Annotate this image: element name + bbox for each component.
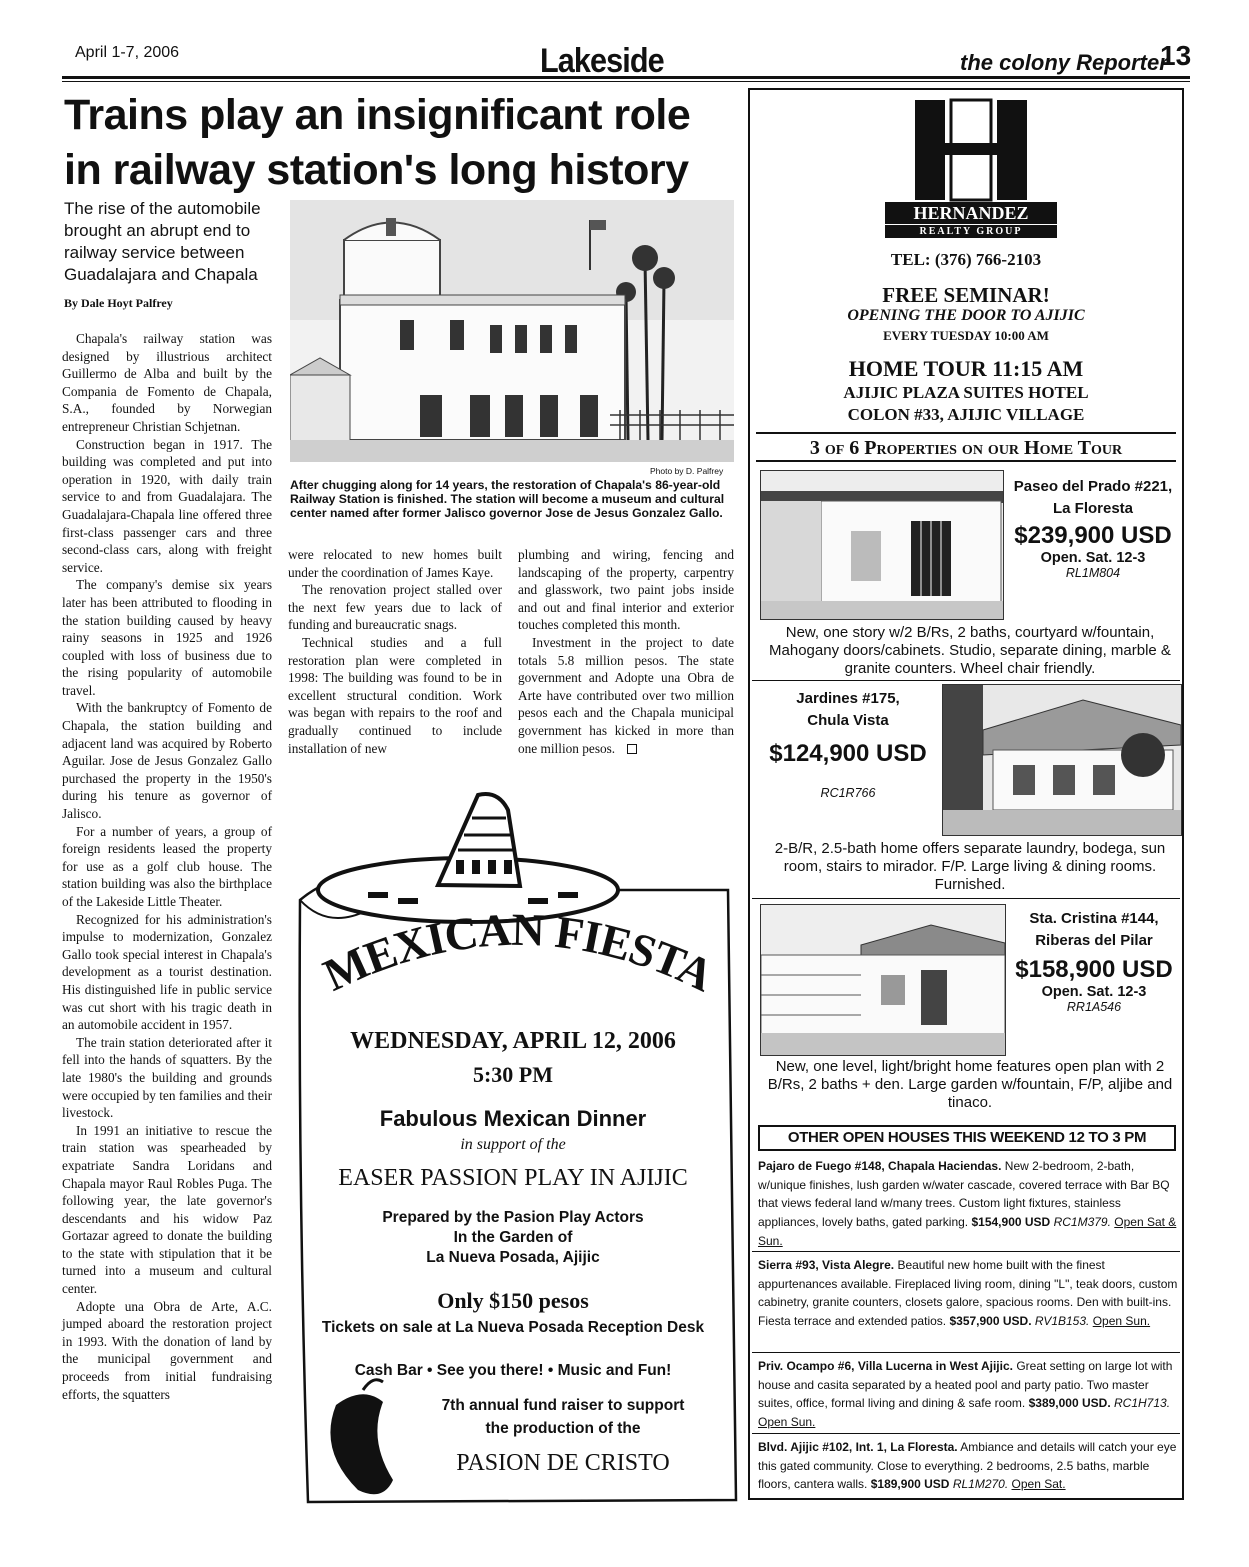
fiesta-title: MEXICAN FIESTA <box>315 903 721 1001</box>
article-column-2 <box>288 546 502 757</box>
listing-price: $389,000 USD. <box>1028 1396 1111 1411</box>
listing <box>758 1256 1178 1331</box>
realty-tel: TEL: (376) 766-2103 <box>890 250 1042 269</box>
listing-open: Open Sun. <box>1092 1314 1151 1329</box>
listing-price: $189,900 USD <box>870 1477 950 1492</box>
tour-address: COLON #33, AJIJIC VILLAGE <box>847 405 1085 424</box>
property-area: Riberas del Pilar <box>1035 932 1153 949</box>
station-illustration <box>290 200 734 462</box>
paragraph: In 1991 an initiative to rescue the train station was spearheaded by expatriate Sandra Loridans and Chapala mayor Raul Robles Puga. The following year, the late governor's descendants and his widow Paz Gortazar agreed to donate the building to the state with stipulation that it be turned into a museum and cultural center. <box>62 1122 272 1297</box>
property-price: $239,900 USD <box>1014 522 1172 549</box>
paragraph-last <box>518 634 734 757</box>
property-open: Open. Sat. 12-3 <box>1041 984 1147 1000</box>
property-code: RR1A546 <box>1066 1000 1122 1014</box>
article-column-1 <box>62 330 272 1403</box>
fiesta-prepared-by <box>288 1208 738 1268</box>
seminar-schedule: EVERY TUESDAY 10:00 AM <box>883 328 1049 343</box>
house-illustration <box>761 471 1003 619</box>
fiesta-tickets: Tickets on sale at La Nueva Posada Reception Desk <box>321 1319 705 1336</box>
masthead-rule-thin <box>62 81 1190 82</box>
photo-credit: Photo by D. Palfrey <box>650 466 724 476</box>
property-description: New, one story w/2 B/Rs, 2 baths, courtyard w/fountain, Mahogany doors/cabinets. Studio, separate dining, marble & granite counters. Wheel chair friendly. <box>769 624 1171 677</box>
paragraph: For a number of years, a group of foreign residents leased the property for use as a golf club house. The station building was also the birthplace of the Lakeside Little Theater. <box>62 823 272 909</box>
byline: By Dale Hoyt Palfrey <box>64 296 173 310</box>
property-photo <box>760 904 1006 1056</box>
prepared-line: La Nueva Posada, Ajijic <box>426 1249 600 1266</box>
property-area: La Floresta <box>1052 500 1134 517</box>
fiesta-title-arc <box>298 890 738 1030</box>
paragraph: Recognized for his administration's impulse to modernization, Gonzalez Gallo took special interest in Chapala's development as a tourist destination. His distinguished life in public service was cut short with his tragic death in an automobile accident in 1957. <box>62 911 272 1033</box>
fund-line: the production of the <box>485 1420 641 1437</box>
listing-title: Priv. Ocampo #6, Villa Lucerna in West Ajijic. <box>758 1359 1013 1373</box>
house-illustration <box>943 685 1181 835</box>
properties-header: 3 of 6 Properties on our Home Tour <box>756 432 1176 462</box>
property-code: RL1M804 <box>1065 566 1121 580</box>
property-name: Jardines #175, <box>796 690 900 707</box>
listing-body: Great setting on large lot with house and casita separated by a heated pool and party patio. Two master suites, office, formal living and dining & safe room. <box>758 1359 1173 1411</box>
headline-line-1: Trains play an insignificant role <box>64 91 691 139</box>
fiesta-support: in support of the <box>460 1136 566 1153</box>
prepared-line: Prepared by the Pasion Play Actors <box>382 1209 644 1226</box>
other-open-houses-header: OTHER OPEN HOUSES THIS WEEKEND 12 TO 3 PM <box>758 1125 1176 1151</box>
fiesta-time: 5:30 PM <box>472 1062 554 1087</box>
property-photo <box>760 470 1004 620</box>
listing-open: Open Sat. <box>1011 1477 1066 1492</box>
paragraph: The train station deteriorated after it fell into the hands of squatters. By the late 1980's the building and grounds were occupied by ten families and their livestock. <box>62 1034 272 1121</box>
paragraph: The renovation project stalled over the next few years due to lack of funding and bureaucratic snags. <box>288 582 502 633</box>
logo-sub: REALTY GROUP <box>919 226 1023 237</box>
listing-code: RC1H713. <box>1114 1396 1171 1411</box>
paragraph: Technical studies and a full restoration plan were completed in 1998: The building was found to be in excellent structural condition. Work was began with repairs to the roof and gradually continued to include installation of new <box>288 634 502 756</box>
issue-date: April 1-7, 2006 <box>75 44 180 61</box>
property-description: New, one level, light/bright home features open plan with 2 B/Rs, 2 baths + den. Large garden w/fountain, F/P, aljibe and tinaco. <box>767 1058 1173 1111</box>
listing-price: $154,900 USD <box>971 1215 1051 1230</box>
divider <box>752 680 1180 681</box>
mexican-fiesta-ad <box>288 790 738 1510</box>
home-tour: HOME TOUR 11:15 AM <box>848 356 1084 381</box>
seminar-title: OPENING THE DOOR TO AJIJIC <box>847 307 1085 324</box>
listing <box>758 1438 1178 1494</box>
divider <box>752 1352 1180 1353</box>
listing-open: Open Sun. <box>758 1415 816 1430</box>
fiesta-price: Only $150 pesos <box>437 1288 589 1313</box>
fiesta-pasion-de-cristo: PASION DE CRISTO <box>456 1450 670 1476</box>
paragraph: With the bankruptcy of Fomento de Chapala, the station building and adjacent land was acquired by Roberto Aguilar. Jose de Jesus Gonzalez Gallo purchased the property in the 1950's during his tenure as governor of Jalisco. <box>62 700 272 822</box>
fiesta-cash-bar: Cash Bar • See you there! • Music and Fun! <box>354 1362 672 1379</box>
property-open: Open. Sat. 12-3 <box>1040 550 1146 566</box>
property-description: 2-B/R, 2.5-bath home offers separate laundry, bodega, sun room, stairs to mirador. F/P. Large living & dining rooms. Furnished. <box>774 840 1166 893</box>
house-illustration <box>761 905 1005 1055</box>
listing-open: Open Sat & Sun. <box>758 1215 1177 1248</box>
property-info <box>1006 908 1182 1014</box>
property-name: Sta. Cristina #144, <box>1029 910 1159 927</box>
property-photo <box>942 684 1182 836</box>
page-number: 13 <box>1160 40 1192 71</box>
fiesta-passion-play: EASER PASSION PLAY IN AJIJIC <box>338 1165 688 1191</box>
article-headline <box>64 88 744 198</box>
listing-body: New 2-bedroom, 2-bath, w/unique finishes, lush garden w/water cascade, covered terrace with Bar BQ that views federal land w/many trees. Custom light fixtures, stainless appliances, lovely baths, gated parking. <box>758 1159 1170 1230</box>
svg-text:MEXICAN FIESTA <box>316 904 721 1001</box>
free-seminar: FREE SEMINAR! <box>882 283 1050 307</box>
property-price: $158,900 USD <box>1015 956 1173 983</box>
property-area: Chula Vista <box>807 712 889 729</box>
section-title: Lakeside <box>540 42 664 80</box>
article-deck: The rise of the automobile brought an abrupt end to railway service between Guadalajara and Chapala <box>64 199 261 284</box>
paragraph: plumbing and wiring, fencing and landscaping of the property, carpentry and glasswork, two paint jobs inside and out and final interior and exterior touches completed this month. <box>518 547 734 633</box>
photo-caption: After chugging along for 14 years, the restoration of Chapala's 86-year-old Railway Station is finished. The station will become a museum and cultural center named after former Jalisco governor Jose de Jesus Gonzalez Gallo. <box>290 478 725 520</box>
fiesta-date: WEDNESDAY, APRIL 12, 2006 <box>350 1028 676 1054</box>
listing-code: RL1M270. <box>952 1477 1009 1492</box>
paragraph: Chapala's railway station was designed by illustrious architect Guillermo de Alba and built by the Compania de Fomento de Chapala, S.A., founded by Norwegian entrepreneur Christian Schjetnan. <box>62 331 272 434</box>
end-mark-icon <box>627 744 637 754</box>
listing <box>758 1157 1178 1251</box>
listing-code: RV1B153. <box>1034 1314 1090 1329</box>
property-info <box>1004 476 1182 580</box>
listing-title: Blvd. Ajijic #102, Int. 1, La Floresta. <box>758 1440 958 1454</box>
property-price: $124,900 USD <box>769 740 927 767</box>
fund-line: 7th annual fund raiser to support <box>441 1397 685 1414</box>
paragraph: The company's demise six years later has been attributed to flooding in the station building caused by heavy rainy seasons in 1925 and 1926 coupled with loss of business due to the rising popularity of automobile travel. <box>62 577 272 698</box>
listing-title: Sierra #93, Vista Alegre. <box>758 1258 895 1272</box>
listing-body: Ambiance and details will catch your eye this gated community. Close to everything. 2 bedrooms, 2.5 baths, marble floors, cantera walls. <box>758 1440 1177 1492</box>
prepared-line: In the Garden of <box>453 1229 573 1246</box>
paragraph-text: Investment in the project to date totals 5.8 million pesos. The state government and Adopte una Obra de Arte have contributed over two million pesos each and the Chapala municipal government has kicked in more than one million pesos. <box>518 634 734 756</box>
fiesta-dinner: Fabulous Mexican Dinner <box>379 1106 647 1131</box>
listing-body: Beautiful new home built with the finest appurtenances available. Fireplaced living room, dining "L", teak doors, custom cabinetry, granite counters, closets galore, spacious rooms. Den with built-ins. Fiesta terrace and extended patios. <box>758 1258 1178 1329</box>
divider <box>752 1251 1180 1252</box>
property-name: Paseo del Prado #221, <box>1013 478 1173 495</box>
listing-code: RC1M379. <box>1053 1215 1111 1230</box>
paper-name: the colony Reporter <box>960 50 1168 75</box>
railway-station-photo <box>290 200 734 462</box>
paragraph: Adopte una Obra de Arte, A.C. jumped aboard the restoration project in 1993. With the donation of land by the municipal government and proceeds from initial fundraising efforts, the squatters <box>62 1298 272 1402</box>
divider <box>752 898 1180 899</box>
hernandez-logo <box>885 98 1057 238</box>
paragraph: Construction began in 1917. The building was completed and put into operation in 1920, with daily train service to and from Guadalajara. The Guadalajara-Chapala line offered three first-class passenger cars and three second-class cars, along with freight service. <box>62 436 272 575</box>
listing-title: Pajaro de Fuego #148, Chapala Haciendas. <box>758 1159 1002 1173</box>
tour-location: AJIJIC PLAZA SUITES HOTEL <box>843 383 1089 402</box>
listing <box>758 1357 1178 1432</box>
property-info <box>760 688 936 800</box>
logo-name: HERNANDEZ <box>913 203 1029 223</box>
fiesta-fundraiser <box>398 1394 728 1440</box>
masthead-rule <box>62 76 1190 79</box>
paragraph: were relocated to new homes built under the coordination of James Kaye. <box>288 547 502 580</box>
article-column-3 <box>518 546 734 757</box>
property-code: RC1R766 <box>820 786 876 800</box>
headline-line-2: in railway station's long history <box>64 146 689 194</box>
divider <box>752 1433 1180 1434</box>
listing-price: $357,900 USD. <box>949 1314 1032 1329</box>
